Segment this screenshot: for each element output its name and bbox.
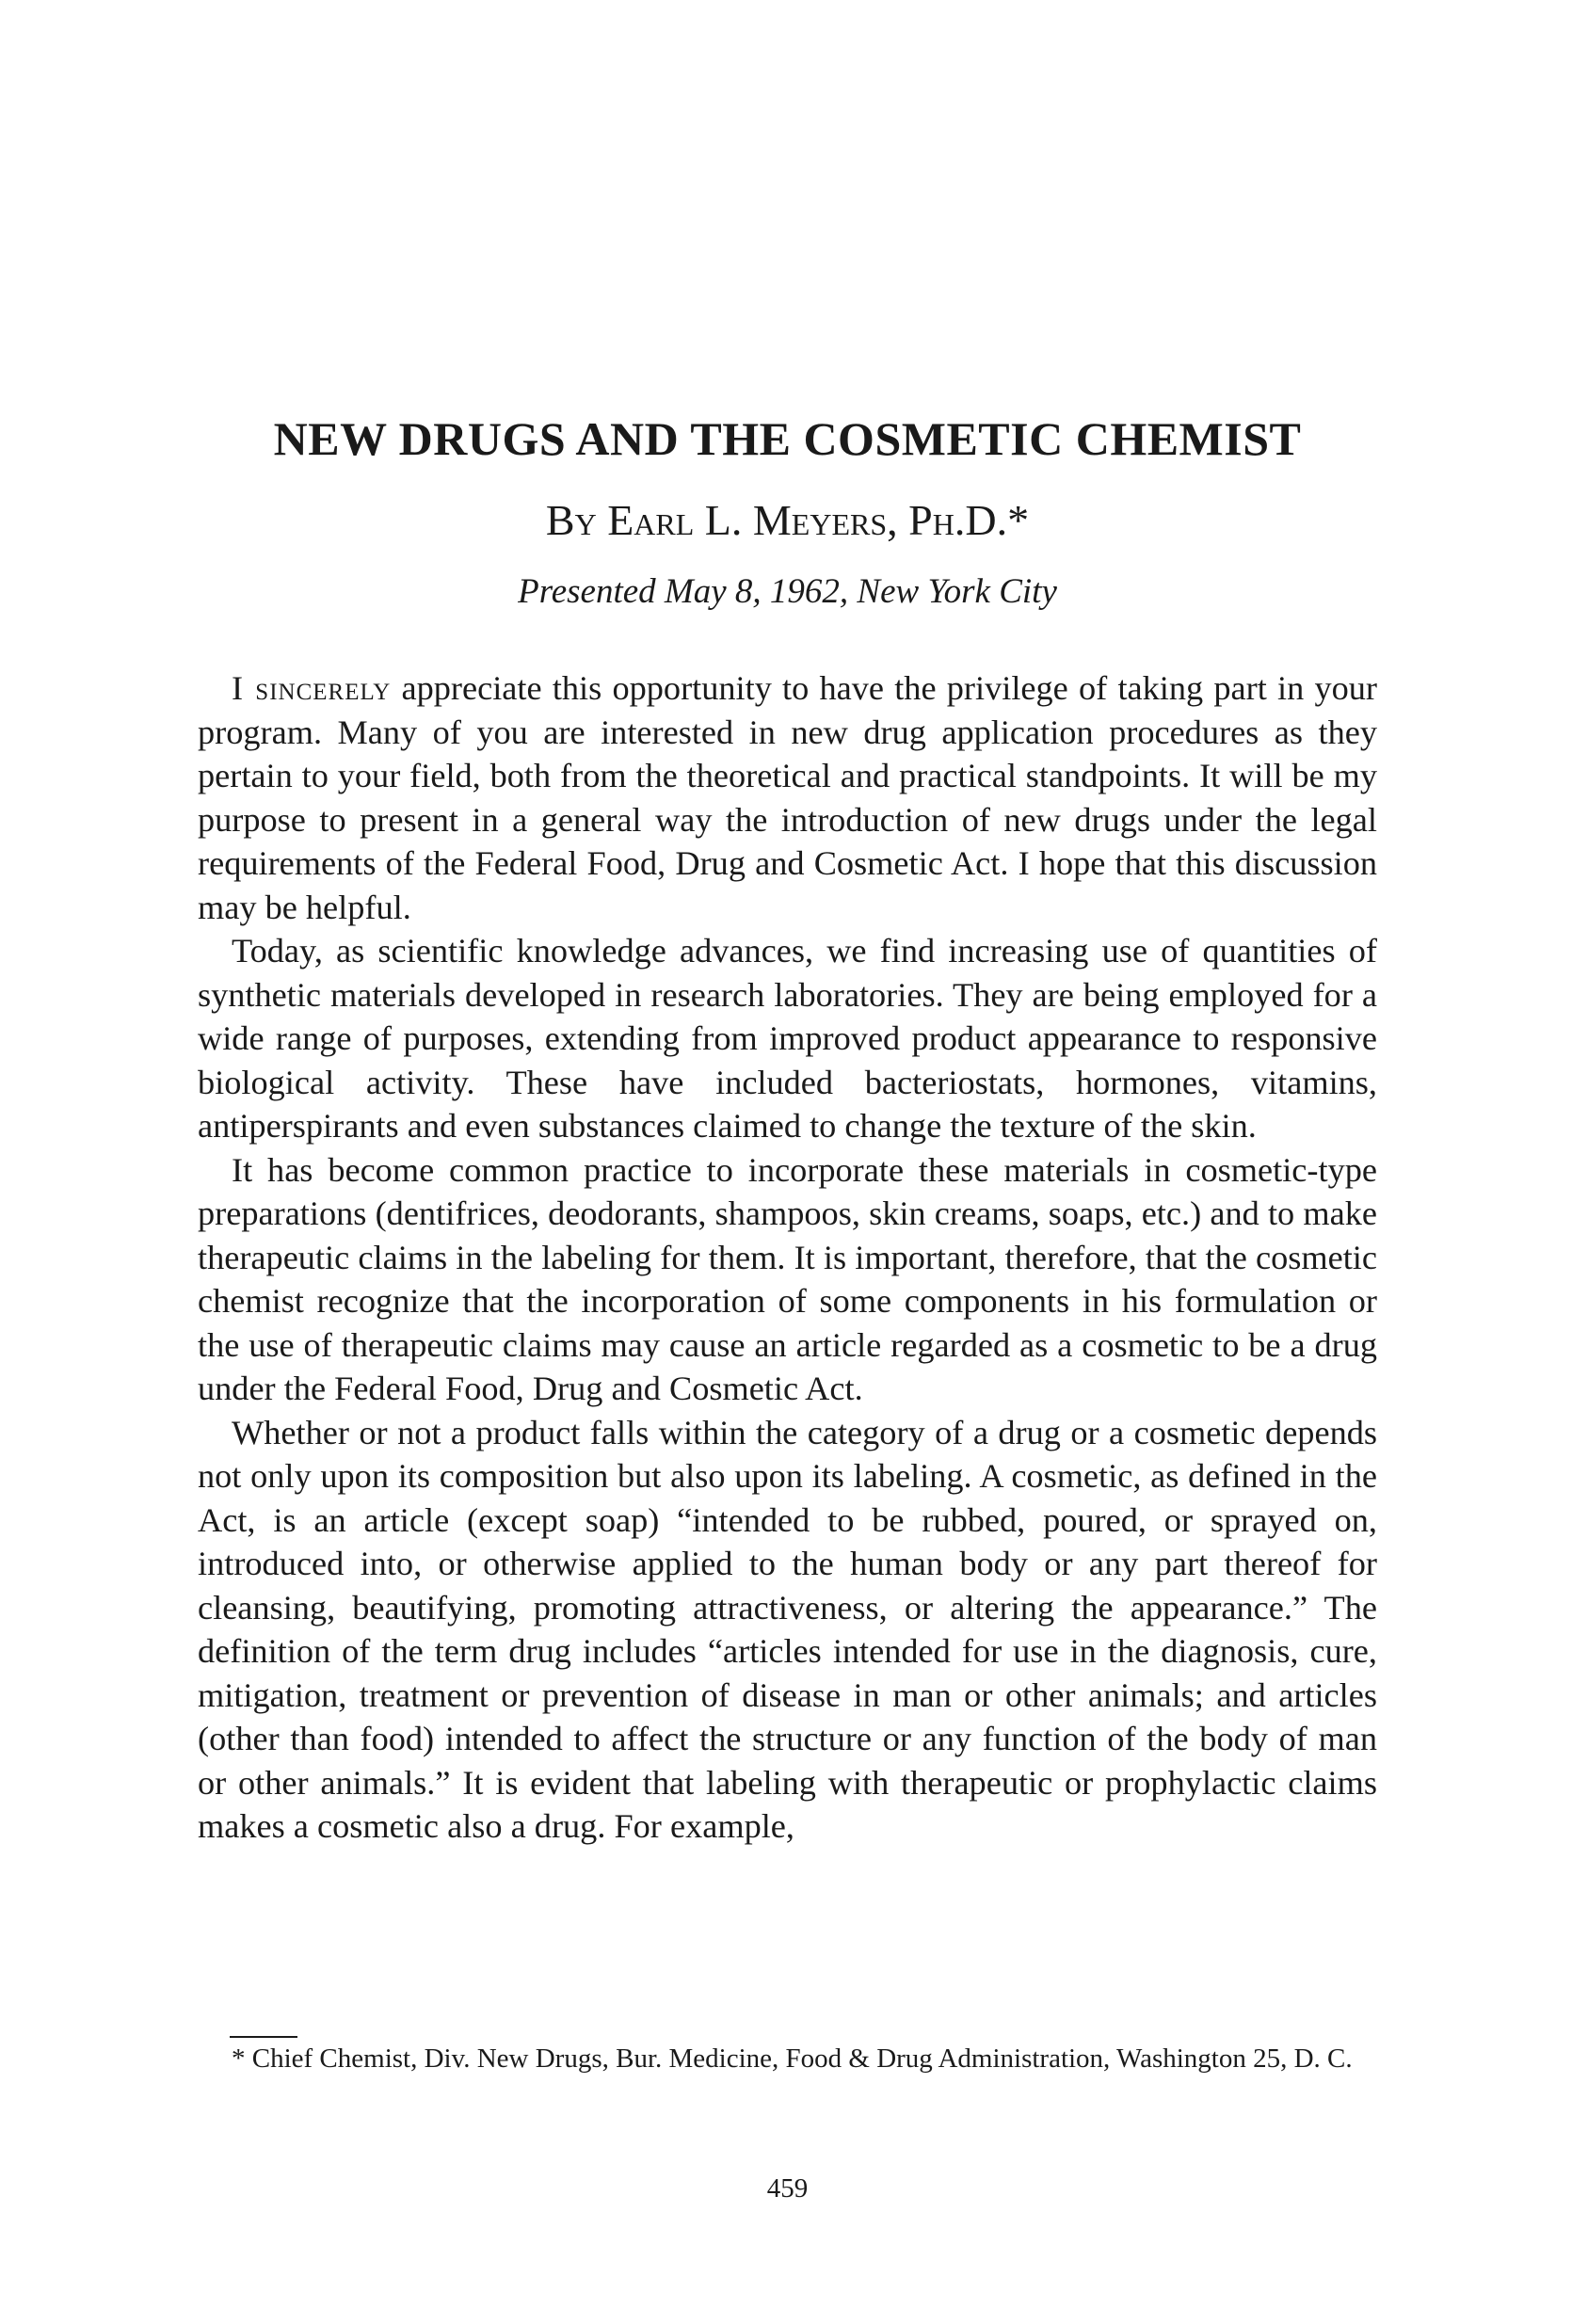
author-byline: By Earl L. Meyers, Ph.D.* bbox=[545, 496, 1030, 544]
body-paragraph-3: It has become common practice to incorporate these materials in cosmetic-type preparations (dentifrices, deodorants, shampoos, skin creams, soaps, etc.) and to make therapeutic claims in the labeling for them. It is important, therefore, that the cosmetic chemist recognize that the incorporation of some components in his formulation or the use of therapeutic claims may cause an article regarded as a cosmetic to be a drug under the Federal Food, Drug and Cosmetic Act. bbox=[198, 1150, 1377, 1407]
page-number: 459 bbox=[766, 2173, 809, 2204]
footnote-divider bbox=[230, 2036, 297, 2038]
footnote-text: * Chief Chemist, Div. New Drugs, Bur. Medicine, Food & Drug Administration, Washington 25, D. C. bbox=[232, 2044, 1353, 2074]
body-paragraph-4: Whether or not a product falls within the category of a drug or a cosmetic depends not only upon its composition but also upon its labeling. A cosmetic, as defined in the Act, is an article (except soap) “intended to be rubbed, poured, or sprayed on, introduced into, or otherwise applied to the human body or any part thereof for cleansing, beautifying, promoting attractiveness, or altering the appearance.” The definition of the term drug includes “articles intended for use in the diagnosis, cure, mitigation, treatment or prevention of disease in man or other animals; and articles (other than food) intended to affect the structure or any function of the body of man or other animals.” It is evident that labeling with therapeutic or prophylactic claims makes a cosmetic also a drug. For example, bbox=[198, 1413, 1377, 1845]
footnote bbox=[198, 2043, 1377, 2075]
article-title: NEW DRUGS AND THE COSMETIC CHEMIST bbox=[273, 412, 1302, 465]
presentation-note: Presented May 8, 1962, New York City bbox=[518, 572, 1057, 611]
body-paragraph-1 bbox=[198, 666, 1377, 929]
body-paragraph-2: Today, as scientific knowledge advances, we find increasing use of quantities of synthetic materials developed in research laboratories. They are being employed for a wide range of purposes, extending from improved product appearance to responsive biological activity. These have included bacteriostats, hormones, vitamins, antiperspirants and even substances claimed to change the texture of the skin. bbox=[198, 932, 1377, 1145]
article-body bbox=[198, 666, 1377, 1849]
lead-in-words: I sincerely bbox=[232, 669, 392, 707]
paragraph-1-text: appreciate this opportunity to have the privilege of taking part in your program. Many of you are interested in new drug application procedures as they pertain to your field, both from the theoretical and practical standpoints. It will be my purpose to present in a general way the introduction of new drugs under the legal requirements of the Federal Food, Drug and Cosmetic Act. I hope that this discussion may be helpful. bbox=[198, 669, 1377, 926]
